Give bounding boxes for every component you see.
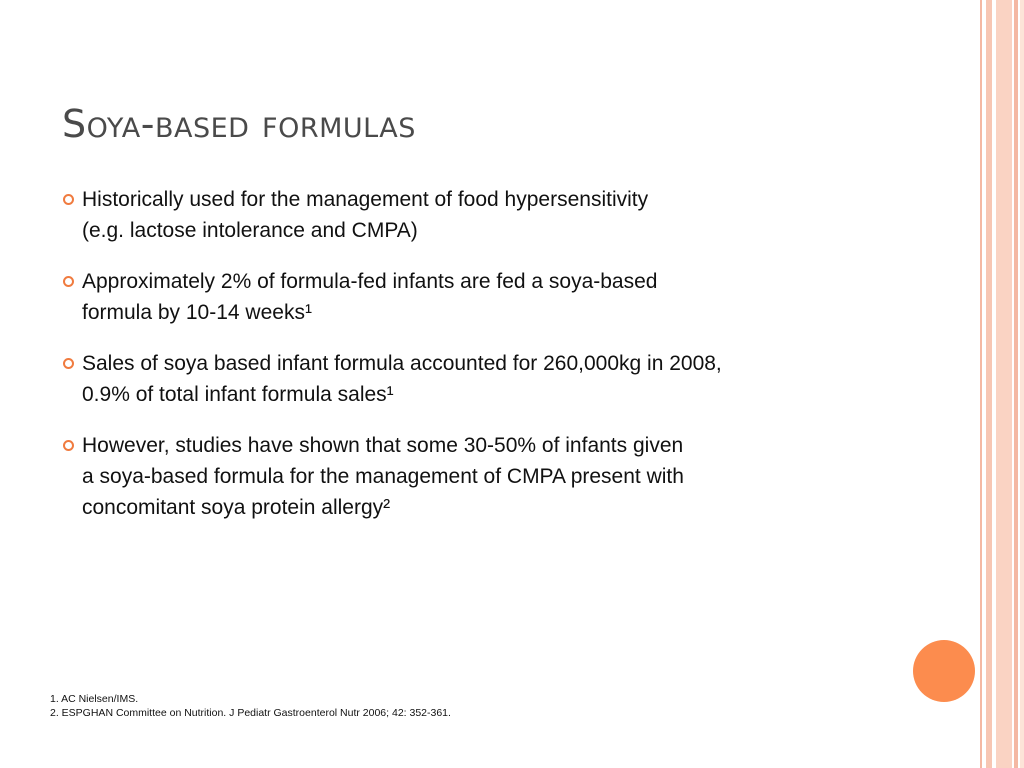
bullet-text-line: (e.g. lactose intolerance and CMPA) <box>82 219 418 242</box>
decorative-stripe <box>1020 0 1024 768</box>
decorative-stripe <box>996 0 1012 768</box>
bullet-list <box>62 184 882 543</box>
bullet-item <box>62 348 882 410</box>
circle-bullet-icon <box>63 358 74 369</box>
decorative-stripe <box>986 0 992 768</box>
footnote: 1. AC Nielsen/IMS. <box>50 693 139 705</box>
bullet-text-line: Approximately 2% of formula-fed infants are fed a soya-based <box>82 270 658 293</box>
bullet-text-line: formula by 10-14 weeks¹ <box>82 301 312 324</box>
bullet-item <box>62 430 882 523</box>
bullet-item <box>62 184 882 246</box>
footnote: 2. ESPGHAN Committee on Nutrition. J Pediatr Gastroenterol Nutr 2006; 42: 352-361. <box>50 707 451 719</box>
decorative-stripe <box>1014 0 1018 768</box>
bullet-text-line: Sales of soya based infant formula accounted for 260,000kg in 2008, <box>82 352 722 375</box>
bullet-item <box>62 266 882 328</box>
circle-bullet-icon <box>63 440 74 451</box>
bullet-text-line: 0.9% of total infant formula sales¹ <box>82 383 394 406</box>
circle-bullet-icon <box>63 276 74 287</box>
bullet-text-line: Historically used for the management of food hypersensitivity <box>82 188 649 211</box>
decorative-circle <box>913 640 975 702</box>
decorative-stripe <box>980 0 982 768</box>
footnotes <box>50 692 451 720</box>
bullet-text-line: concomitant soya protein allergy² <box>82 496 391 519</box>
bullet-text-line: a soya-based formula for the management of CMPA present with <box>82 465 684 488</box>
slide-title: Soya-based formulas <box>62 102 416 146</box>
circle-bullet-icon <box>63 194 74 205</box>
bullet-text-line: However, studies have shown that some 30-50% of infants given <box>82 434 684 457</box>
